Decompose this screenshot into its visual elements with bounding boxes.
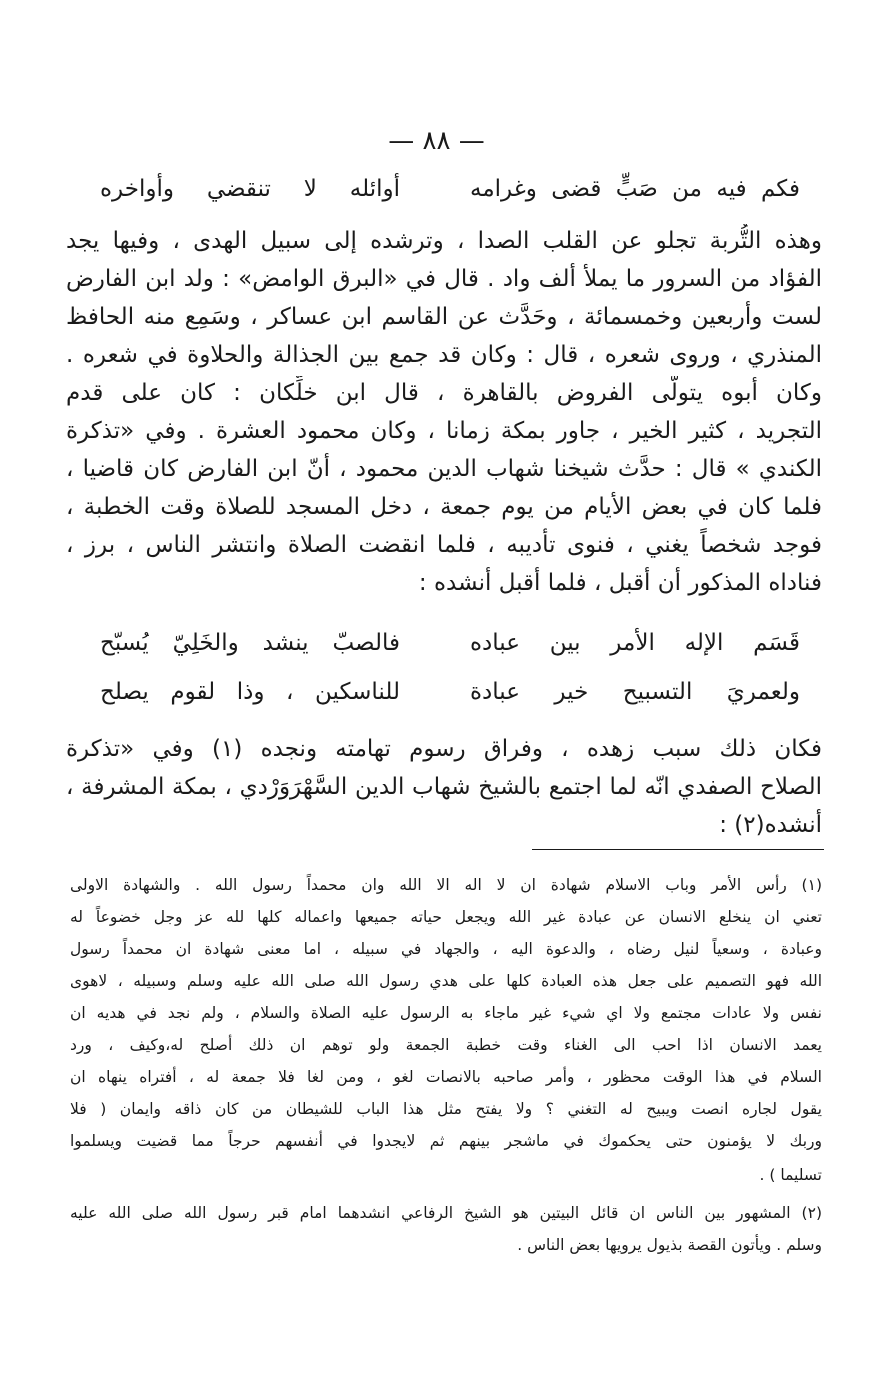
footnote-line: يقول لجاره انصت ويبيح له التغني ؟ ولا يفتح مثل هذا الباب للشيطان من كان ذاقه وايمان ( فلا xyxy=(70,1100,822,1118)
verse-2 xyxy=(100,673,800,713)
verse-hemistich-first: ولعمريَ التسبيح خير عبادة xyxy=(470,679,800,705)
page-number: — ٨٨ — xyxy=(388,126,485,156)
text-line: فكان ذلك سبب زهده ، وفراق رسوم تهامته ونجده (١) وفي «تذكرة xyxy=(66,736,822,762)
footnote-line: تسليما ) . xyxy=(759,1166,822,1184)
text-line: أنشده(٢) : xyxy=(719,812,822,838)
verse-hemistich-second: أوائله لا تنقضي وأواخره xyxy=(100,176,400,202)
footnote-line: وربك لا يؤمنون حتى يحكموك في ماشجر بينهم ثم لايجدوا في أنفسهم حرجاً مما قضيت ويسلموا xyxy=(70,1132,822,1150)
text-line: فناداه المذكور أن أقبل ، فلما أقبل أنشده : xyxy=(418,570,822,596)
footnote-line: نفس ولا عادات مجتمع ولا اي شيء غير ماجاء به الرسول عليه الصلاة والسلام ، ولم نجد في هديه ان xyxy=(70,1004,822,1022)
verse-hemistich-first: قَسَم الإله الأمر بين عباده xyxy=(470,630,800,656)
text-line: فلما كان في بعض الأيام من يوم جمعة ، دخل المسجد للصلاة وقت الخطبة ، xyxy=(66,494,822,520)
text-line: الفؤاد من السرور ما يملأ ألف واد . قال في «البرق الوامض» : ولد ابن الفارض xyxy=(66,266,822,292)
opening-verse xyxy=(100,170,800,210)
footnote-line: الله فهو التصميم على جعل هذه العبادة كلها على هدي رسول الله صلى الله عليه وسلم وسبيله ، لاهوى xyxy=(70,972,822,990)
text-line: الكندي » قال : حدَّث شيخنا شهاب الدين محمود ، أنّ ابن الفارض كان قاضيا ، xyxy=(66,456,822,482)
footnote-line: وسلم . ويأتون القصة بذيول يرويها بعض الناس . xyxy=(517,1236,822,1254)
text-line: لست وأربعين وخمسمائة ، وحَدَّث عن القاسم ابن عساكر ، وسَمِع منه الحافظ xyxy=(66,304,822,330)
footnote-line: تعني ان ينخلع الانسان عن عبادة غير الله ويجعل حياته جميعها واعماله كلها لله عز وجل خضوعاً له xyxy=(70,908,822,926)
footnote-line: (١) رأس الأمر وباب الاسلام شهادة ان لا اله الا الله وان محمداً رسول الله . والشهادة الاولى xyxy=(70,876,822,894)
text-line: فوجد شخصاً يغني ، فنوى تأديبه ، فلما انقضت الصلاة وانتشر الناس ، برز ، xyxy=(66,532,822,558)
text-line: المنذري ، وروى شعره ، قال : وكان قد جمع بين الجذالة والحلاوة في شعره . xyxy=(66,342,822,368)
text-line: الصلاح الصفدي انّه لما اجتمع بالشيخ شهاب الدين السَّهْرَوَرْدي ، بمكة المشرفة ، xyxy=(66,774,822,800)
footnote-line: وعبادة ، وسعياً لنيل رضاه ، والدعوة اليه ، والجهاد في سبيله ، اما معنى شهادة ان محمداً رسول xyxy=(70,940,822,958)
verse-hemistich-second: للناسكين ، وذا لقوم يصلح xyxy=(100,679,400,705)
verse-hemistich-second: فالصبّ ينشد والخَلِيّ يُسبّح xyxy=(100,630,400,656)
footnote-line: يعمد الانسان اذا احب الى الغناء وقت خطبة الجمعة ولو توهم ان ذلك أصلح له،وكيف ، ورد xyxy=(70,1036,822,1054)
verse-1 xyxy=(100,624,800,664)
text-line: وهذه التُّربة تجلو عن القلب الصدا ، وترشده إلى سبيل الهدى ، وفيها يجد xyxy=(66,228,822,254)
text-line: التجريد ، كثير الخير ، جاور بمكة زمانا ، وكان محمود العشرة . وفي «تذكرة xyxy=(66,418,822,444)
footnote-line: السلام في هذا الوقت محظور ، وأمر صاحبه بالانصات لغو ، ومن لغا فلا جمعة له ، أفتراه ينهاه ان xyxy=(70,1068,822,1086)
verse-hemistich-first: فكم فيه من صَبٍّ قضى وغرامه xyxy=(470,176,800,202)
footnote-separator xyxy=(532,849,824,850)
footnote-line: (٢) المشهور بين الناس ان قائل البيتين هو الشيخ الرفاعي انشدهما امام قبر رسول الله صلى الله عليه xyxy=(70,1204,822,1222)
text-line: وكان أبوه يتولّى الفروض بالقاهرة ، قال ابن خلِّكان : كان على قدم xyxy=(66,380,822,406)
